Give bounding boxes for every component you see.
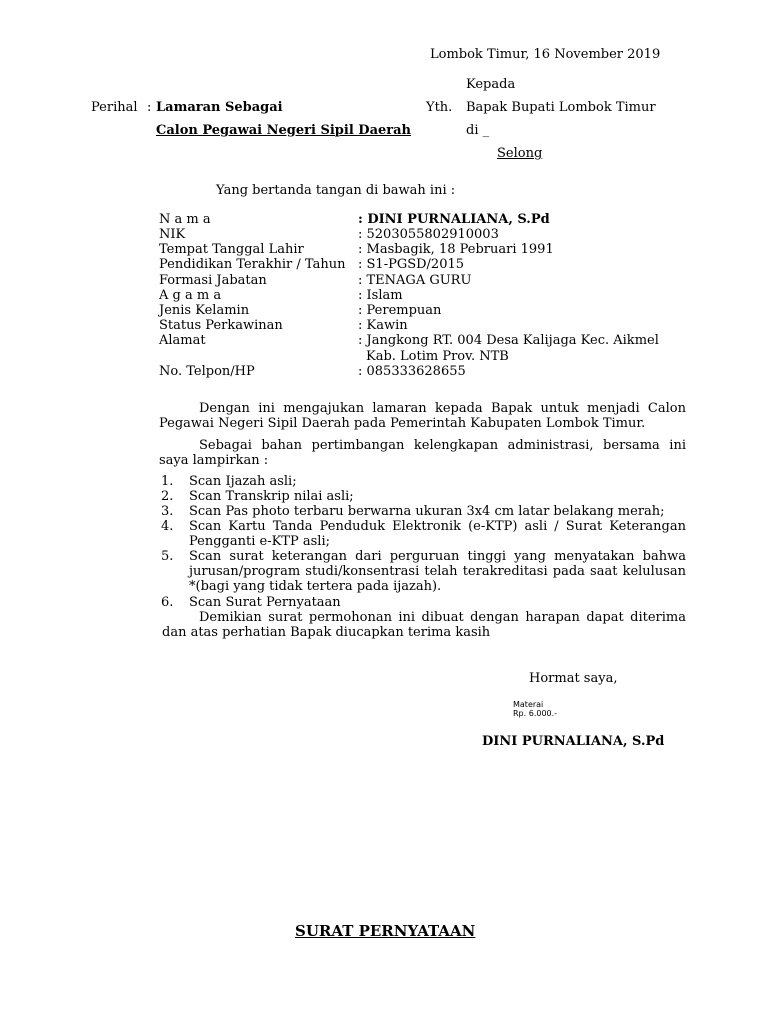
closing-salutation: Hormat saya,: [529, 671, 618, 686]
field-label: No. Telpon/HP: [159, 364, 255, 379]
list-item: Scan Surat Pernyataan: [189, 595, 341, 610]
field-value: : 085333628655: [358, 364, 466, 379]
field-value: : Kawin: [358, 318, 408, 333]
list-number: 1.: [161, 474, 174, 489]
field-label: Pendidikan Terakhir / Tahun: [159, 257, 346, 272]
field-label: A g a m a: [159, 288, 222, 303]
di-label: di _: [466, 123, 490, 138]
field-value: : Islam: [358, 288, 403, 303]
perihal-line1: Lamaran Sebagai: [156, 100, 283, 115]
list-item: Scan Pas photo terbaru berwarna ukuran 3x4 cm latar belakang merah;: [189, 504, 665, 519]
field-value: : TENAGA GURU: [358, 273, 472, 288]
list-item: Scan Transkrip nilai asli;: [189, 489, 354, 504]
field-value: : 5203055802910003: [358, 227, 499, 242]
field-value: : Masbagik, 18 Pebruari 1991: [358, 242, 554, 257]
list-number: 5.: [161, 549, 174, 564]
field-value-continuation: Kab. Lotim Prov. NTB: [366, 349, 509, 364]
perihal-line2: Calon Pegawai Negeri Sipil Daerah: [156, 123, 411, 138]
materai-label: Materai: [513, 700, 544, 709]
materai-amount: Rp. 6.000.-: [513, 709, 558, 718]
list-number: 3.: [161, 504, 174, 519]
field-label: Jenis Kelamin: [159, 303, 250, 318]
perihal-label: Perihal: [91, 100, 138, 115]
list-number: 6.: [161, 595, 174, 610]
field-label: N a m a: [159, 212, 211, 227]
list-item: Scan Ijazah asli;: [189, 474, 297, 489]
list-number: 4.: [161, 519, 174, 534]
paragraph-attachments-intro: Sebagai bahan pertimbangan kelengkapan administrasi, bersama ini saya lampirkan :: [159, 438, 686, 468]
paragraph-closing: Demikian surat permohonan ini dibuat dengan harapan dapat diterima dan atas perhatian Bapak diucapkan terima kasih: [162, 610, 686, 640]
field-value-name: : DINI PURNALIANA, S.Pd: [358, 212, 550, 227]
field-label: NIK: [159, 227, 186, 242]
intro-text: Yang bertanda tangan di bawah ini :: [216, 183, 456, 198]
field-value: : Jangkong RT. 004 Desa Kalijaga Kec. Aikmel: [358, 333, 659, 348]
recipient-city: Selong: [497, 146, 543, 161]
field-value: : Perempuan: [358, 303, 442, 318]
recipient-name: Bapak Bupati Lombok Timur: [466, 100, 656, 115]
field-label: Alamat: [159, 333, 206, 348]
field-value: : S1-PGSD/2015: [358, 257, 465, 272]
list-number: 2.: [161, 489, 174, 504]
yth-label: Yth.: [426, 100, 453, 115]
list-item: Scan surat keterangan dari perguruan tinggi yang menyatakan bahwa jurusan/program studi/konsentrasi telah terakreditasi pada saat kelulusan *(bagi yang tidak tertera pada ijazah).: [189, 549, 686, 594]
field-label: Tempat Tanggal Lahir: [159, 242, 304, 257]
field-label: Status Perkawinan: [159, 318, 283, 333]
paragraph-application: Dengan ini mengajukan lamaran kepada Bapak untuk menjadi Calon Pegawai Negeri Sipil Daerah pada Pemerintah Kabupaten Lombok Timur.: [159, 401, 686, 431]
kepada-label: Kepada: [466, 77, 516, 92]
next-document-title: SURAT PERNYATAAN: [295, 922, 476, 940]
field-label: Formasi Jabatan: [159, 273, 267, 288]
place-date: Lombok Timur, 16 November 2019: [430, 47, 661, 62]
signatory-name: DINI PURNALIANA, S.Pd: [482, 734, 665, 749]
list-item: Scan Kartu Tanda Penduduk Elektronik (e-KTP) asli / Surat Keterangan Pengganti e-KTP asli;: [189, 519, 686, 549]
perihal-colon: :: [147, 100, 152, 115]
